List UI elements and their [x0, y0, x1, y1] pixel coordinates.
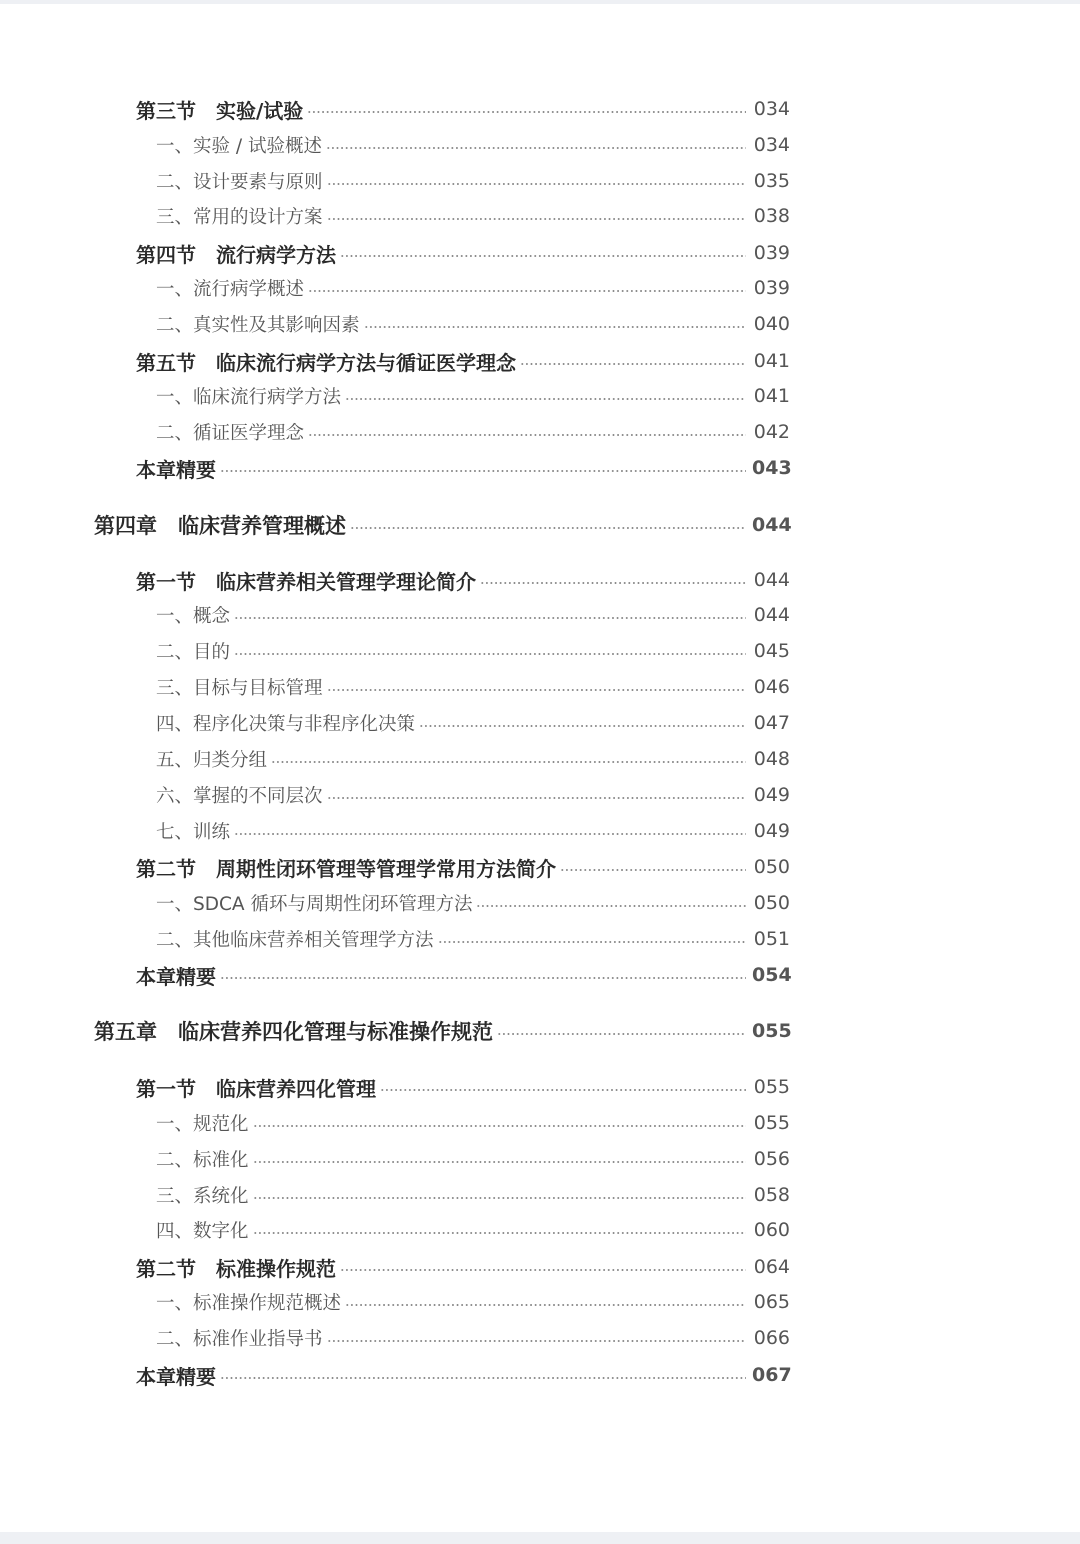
- toc-page-number: 049: [753, 820, 790, 842]
- dot-leader: [234, 653, 746, 655]
- toc-item-row: [156, 1179, 790, 1211]
- toc-item-row: [156, 743, 790, 775]
- toc-page-number: 050: [753, 856, 790, 878]
- dot-leader: [307, 111, 746, 113]
- dot-leader: [220, 1377, 746, 1379]
- toc-entry-title: 二、真实性及其影响因素: [156, 315, 360, 336]
- toc-entry-title: 四、数字化: [156, 1221, 249, 1242]
- toc-item-row: [156, 779, 790, 811]
- toc-entry-title: 三、目标与目标管理: [156, 678, 323, 699]
- toc-chapter-row: [94, 1015, 790, 1047]
- toc-page-number: 058: [753, 1184, 790, 1206]
- toc-entry-title: 第一节 临床营养四化管理: [136, 1076, 376, 1101]
- toc-entry-title: 第二节 周期性闭环管理等管理学常用方法简介: [136, 856, 556, 881]
- toc-item-row: [156, 1322, 790, 1354]
- toc-page-number: 049: [753, 784, 790, 806]
- toc-page-number: 066: [753, 1327, 790, 1349]
- toc-entry-title: 一、标准操作规范概述: [156, 1293, 342, 1314]
- toc-entry-title: 本章精要: [136, 964, 216, 989]
- toc-page-number: 055: [752, 1020, 792, 1042]
- toc-entry-title: 第三节 实验/试验: [136, 98, 304, 123]
- toc-item-row: [156, 815, 790, 847]
- toc-entry-title: 三、系统化: [156, 1186, 249, 1207]
- toc-section-row: [136, 1251, 790, 1283]
- dot-leader: [350, 527, 746, 529]
- dot-leader: [308, 290, 746, 292]
- document-page: [0, 4, 1080, 1532]
- dot-leader: [327, 218, 746, 220]
- toc-entry-title: 第四节 流行病学方法: [136, 242, 336, 267]
- toc-entry-title: 一、实验 / 试验概述: [156, 136, 322, 157]
- toc-section-row: [136, 93, 790, 125]
- dot-leader: [220, 470, 746, 472]
- toc-page-number: 034: [753, 98, 790, 120]
- toc-page-number: 044: [752, 514, 792, 536]
- toc-page-number: 050: [753, 892, 790, 914]
- toc-entry-title: 五、归类分组: [156, 750, 268, 771]
- toc-entry-title: 二、标准作业指导书: [156, 1329, 323, 1350]
- toc-page-number: 035: [753, 170, 790, 192]
- toc-page-number: 042: [753, 421, 790, 443]
- dot-leader: [438, 941, 746, 943]
- dot-leader: [253, 1125, 746, 1127]
- toc-section-row: [136, 851, 790, 883]
- toc-entry-title: 一、流行病学概述: [156, 279, 305, 300]
- dot-leader: [364, 326, 746, 328]
- toc-entry-title: 一、概念: [156, 606, 231, 627]
- dot-leader: [345, 1304, 746, 1306]
- toc-page-number: 038: [753, 205, 790, 227]
- dot-leader: [253, 1232, 746, 1234]
- toc-page-number: 041: [753, 350, 790, 372]
- toc-page-number: 047: [753, 712, 790, 734]
- dot-leader: [345, 398, 746, 400]
- toc-chapter-row: [94, 509, 790, 541]
- toc-page-number: 048: [753, 748, 790, 770]
- toc-section-row: [136, 1071, 790, 1103]
- toc-page-number: 056: [753, 1148, 790, 1170]
- toc-page-number: 060: [753, 1219, 790, 1241]
- toc-entry-title: 二、循证医学理念: [156, 423, 305, 444]
- dot-leader: [220, 977, 746, 979]
- toc-page-number: 039: [753, 277, 790, 299]
- dot-leader: [497, 1033, 746, 1035]
- toc-page-number: 045: [753, 640, 790, 662]
- toc-page-number: 041: [753, 385, 790, 407]
- toc-summary-row: [136, 959, 790, 991]
- dot-leader: [380, 1089, 746, 1091]
- toc-item-row: [156, 416, 790, 448]
- dot-leader: [340, 1269, 746, 1271]
- toc-page-number: 034: [753, 134, 790, 156]
- dot-leader: [327, 797, 746, 799]
- toc-page-number: 055: [753, 1112, 790, 1134]
- toc-entry-title: 一、规范化: [156, 1114, 249, 1135]
- toc-item-row: [156, 272, 790, 304]
- toc-page-number: 044: [753, 569, 790, 591]
- toc-entry-title: 二、其他临床营养相关管理学方法: [156, 930, 434, 951]
- toc-section-row: [136, 345, 790, 377]
- toc-item-row: [156, 707, 790, 739]
- toc-item-row: [156, 165, 790, 197]
- toc-item-row: [156, 200, 790, 232]
- toc-page-number: 044: [753, 604, 790, 626]
- toc-entry-title: 二、标准化: [156, 1150, 249, 1171]
- toc-entry-title: 一、临床流行病学方法: [156, 387, 342, 408]
- dot-leader: [271, 761, 746, 763]
- toc-item-row: [156, 635, 790, 667]
- toc-entry-title: 二、目的: [156, 642, 231, 663]
- toc-summary-row: [136, 1359, 790, 1391]
- toc-page-number: 046: [753, 676, 790, 698]
- toc-page-number: 043: [752, 457, 792, 479]
- toc-entry-title: 四、程序化决策与非程序化决策: [156, 714, 416, 735]
- toc-section-row: [136, 237, 790, 269]
- bottom-edge: [0, 1532, 1080, 1544]
- toc-entry-title: 三、常用的设计方案: [156, 207, 323, 228]
- toc-page-number: 055: [753, 1076, 790, 1098]
- dot-leader: [560, 869, 746, 871]
- dot-leader: [253, 1161, 746, 1163]
- toc-entry-title: 二、设计要素与原则: [156, 172, 323, 193]
- toc-item-row: [156, 887, 790, 919]
- toc-entry-title: 本章精要: [136, 1364, 216, 1389]
- dot-leader: [340, 255, 746, 257]
- toc-summary-row: [136, 452, 790, 484]
- toc-entry-title: 第五章 临床营养四化管理与标准操作规范: [94, 1020, 493, 1044]
- toc-item-row: [156, 1286, 790, 1318]
- dot-leader: [327, 1340, 746, 1342]
- toc-entry-title: 第二节 标准操作规范: [136, 1256, 336, 1281]
- dot-leader: [326, 147, 746, 149]
- dot-leader: [308, 434, 746, 436]
- toc-item-row: [156, 599, 790, 631]
- toc-entry-title: 本章精要: [136, 457, 216, 482]
- dot-leader: [234, 833, 746, 835]
- toc-entry-title: 一、SDCA 循环与周期性闭环管理方法: [156, 894, 473, 915]
- dot-leader: [253, 1197, 746, 1199]
- toc-page-number: 065: [753, 1291, 790, 1313]
- toc-item-row: [156, 380, 790, 412]
- dot-leader: [476, 905, 746, 907]
- toc-entry-title: 第一节 临床营养相关管理学理论简介: [136, 569, 476, 594]
- toc-page-number: 039: [753, 242, 790, 264]
- toc-page-number: 067: [752, 1364, 792, 1386]
- toc-page-number: 040: [753, 313, 790, 335]
- dot-leader: [327, 183, 746, 185]
- toc-page-number: 054: [752, 964, 792, 986]
- toc-item-row: [156, 129, 790, 161]
- toc-page-number: 051: [753, 928, 790, 950]
- dot-leader: [480, 582, 746, 584]
- toc-item-row: [156, 1107, 790, 1139]
- toc-item-row: [156, 671, 790, 703]
- toc-section-row: [136, 564, 790, 596]
- dot-leader: [520, 363, 746, 365]
- dot-leader: [234, 617, 746, 619]
- toc-page-number: 064: [753, 1256, 790, 1278]
- dot-leader: [419, 725, 746, 727]
- toc-entry-title: 第四章 临床营养管理概述: [94, 514, 346, 538]
- toc-entry-title: 第五节 临床流行病学方法与循证医学理念: [136, 350, 516, 375]
- toc-item-row: [156, 308, 790, 340]
- toc-entry-title: 六、掌握的不同层次: [156, 786, 323, 807]
- toc-item-row: [156, 1214, 790, 1246]
- dot-leader: [327, 689, 746, 691]
- toc-item-row: [156, 923, 790, 955]
- toc-entry-title: 七、训练: [156, 822, 231, 843]
- toc-item-row: [156, 1143, 790, 1175]
